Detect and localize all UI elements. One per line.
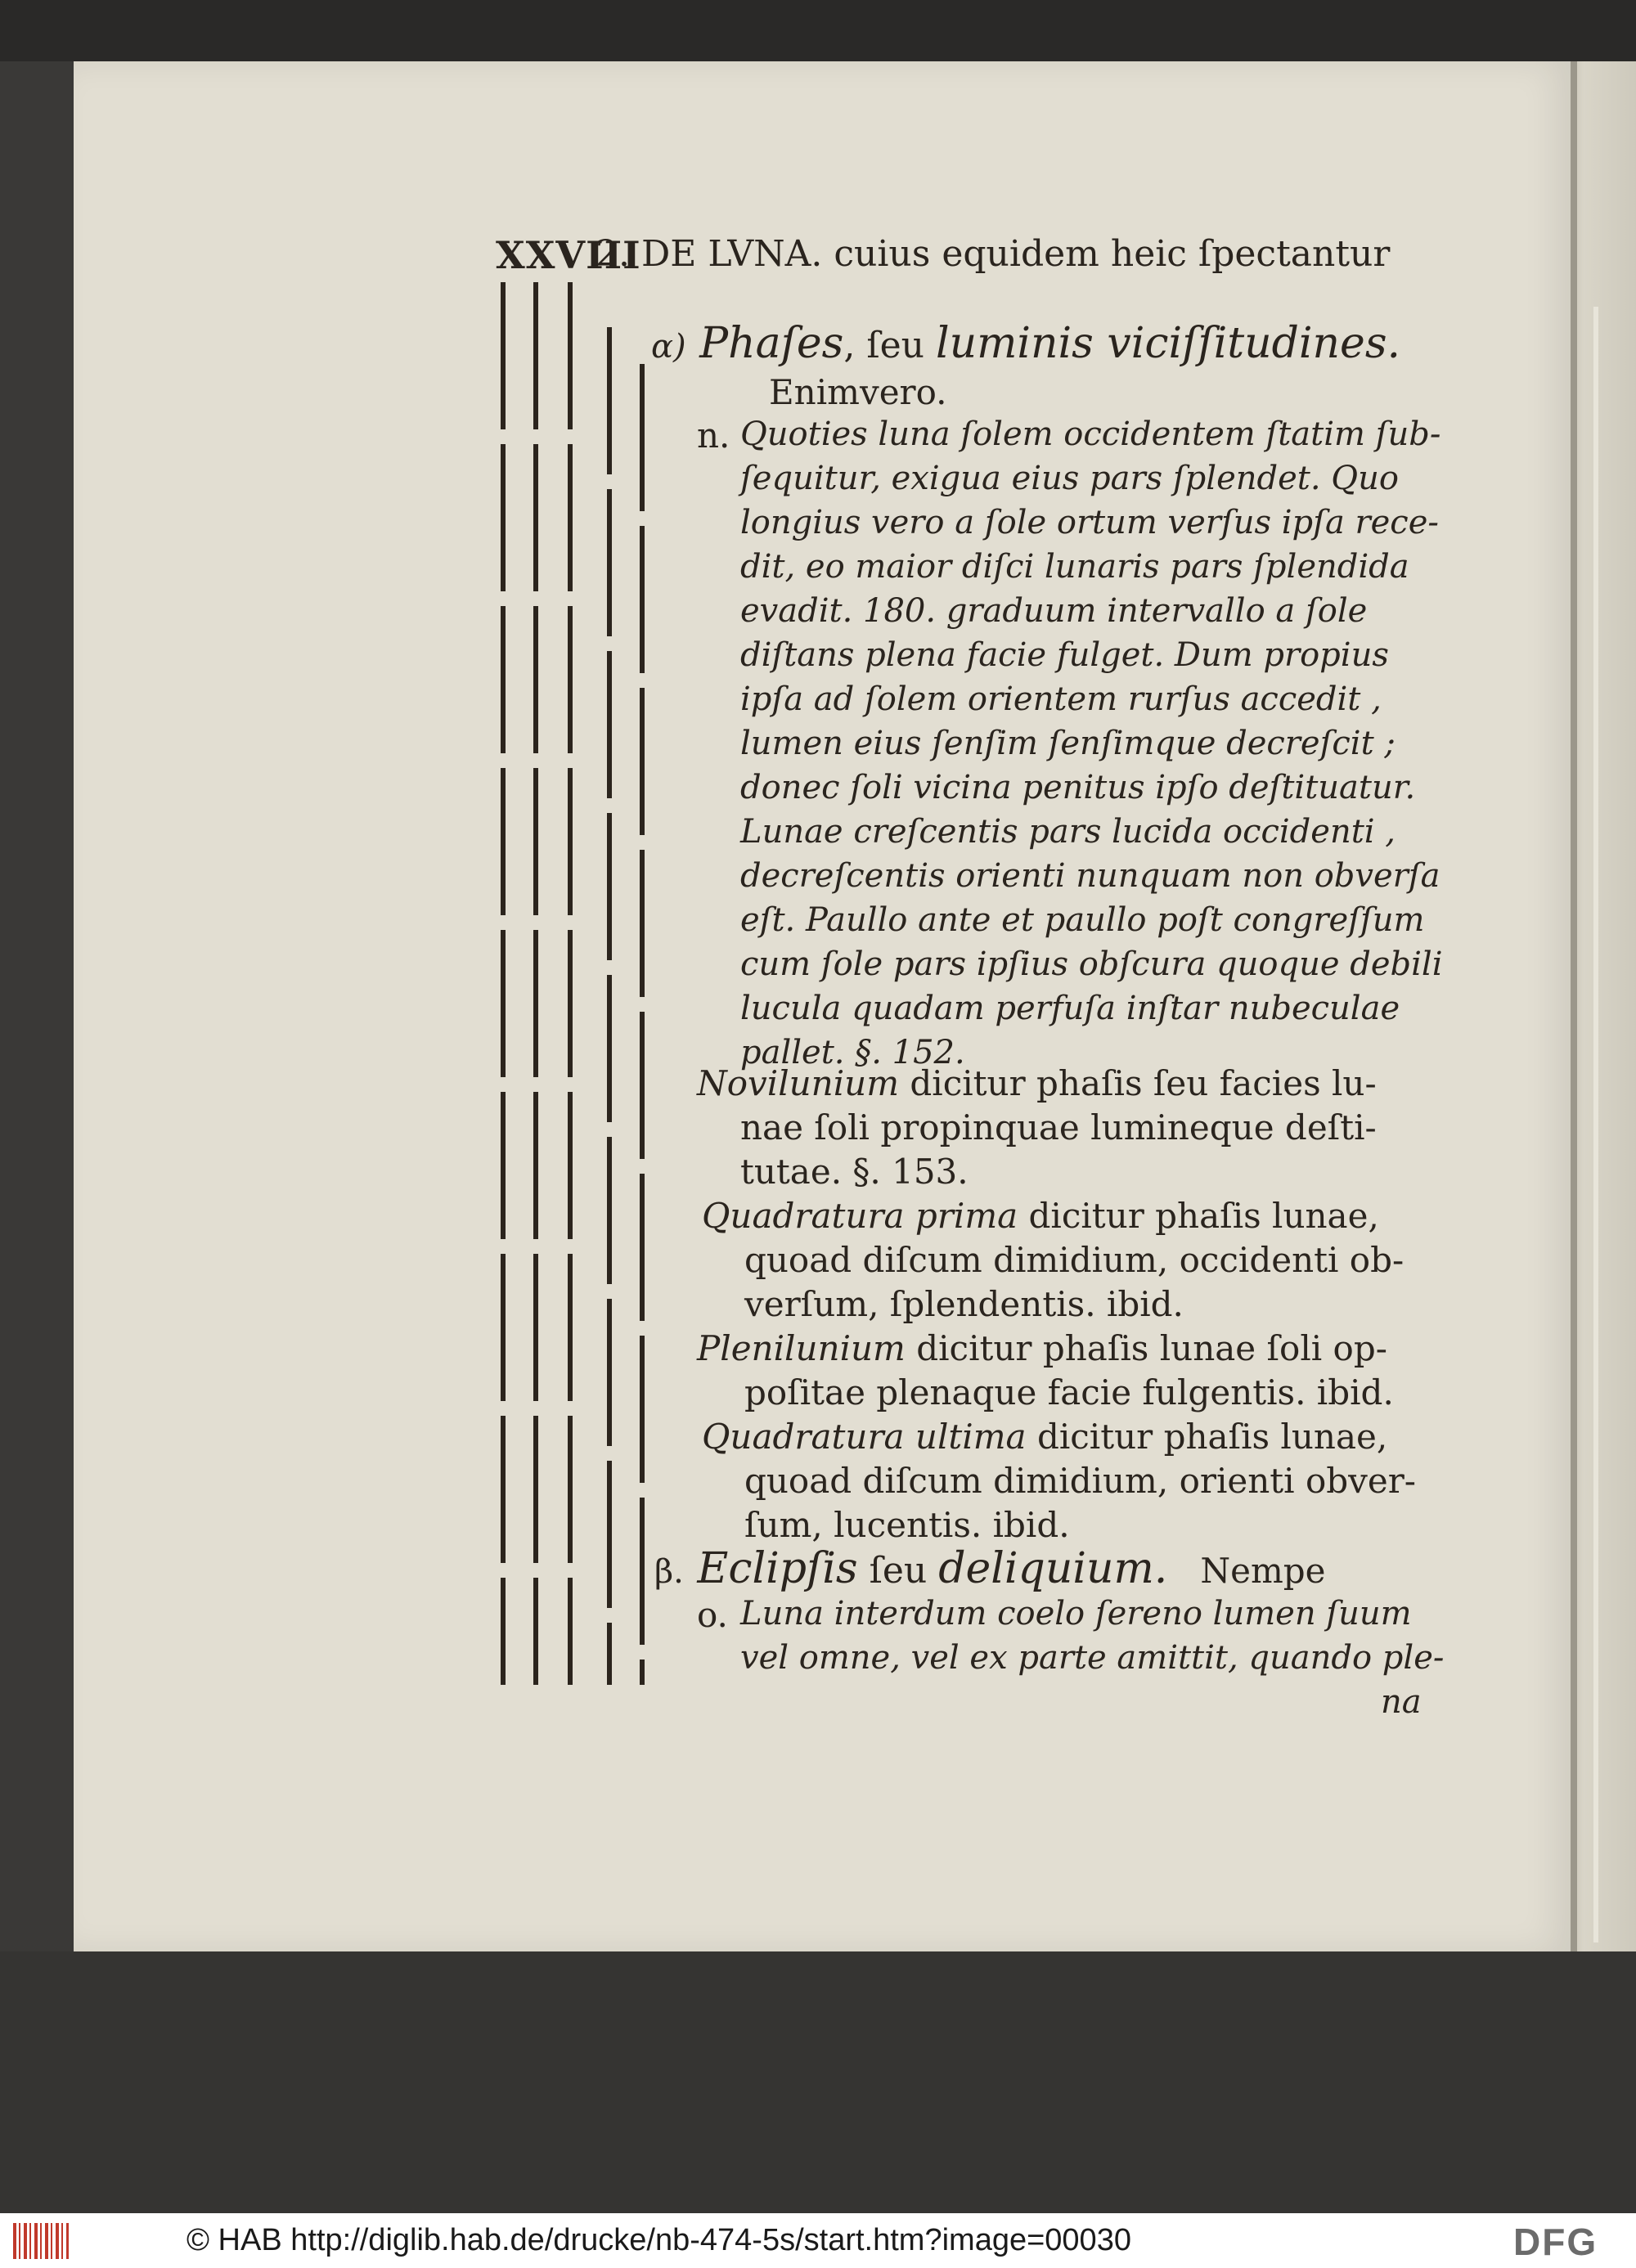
dfg-logo: DFG — [1513, 2221, 1598, 2263]
margin-rule-2 — [533, 282, 538, 1685]
paragraph-n-line: lucula quadam perfuſa inſtar nubeculae — [740, 990, 1400, 1027]
eclipsis-heading — [654, 1544, 1326, 1593]
eclipsis-subtitle: deliquium. — [938, 1544, 1168, 1593]
definition-term: Plenilunium — [697, 1328, 906, 1368]
phases-sep: , ſeu — [843, 325, 936, 366]
barcode-icon — [13, 2223, 69, 2259]
paragraph-n-line: donec ſoli vicina penitus ipſo deſtituatur. — [740, 769, 1416, 806]
eclipsis-sep: ſeu — [857, 1550, 939, 1592]
phases-intro: Enimvero. — [769, 372, 947, 412]
paragraph-n-line: lumen eius ſenſim ſenſimque decreſcit ; — [740, 725, 1396, 762]
definition-novilunium — [697, 1063, 1377, 1103]
definition-line: quoad diſcum dimidium, orienti obver- — [744, 1461, 1416, 1501]
page-number: XXVIII — [496, 233, 641, 277]
definition-quadratura-ultima — [702, 1417, 1387, 1457]
scan-background-top — [0, 0, 1636, 61]
catchword: na — [1381, 1683, 1422, 1721]
margin-rule-3 — [568, 282, 573, 1685]
binding-thread — [1593, 307, 1598, 1942]
definition-quadratura-prima — [702, 1196, 1379, 1236]
scan-background-left — [0, 61, 74, 2212]
paragraph-n-line: eſt. Paullo ante et paullo poſt congreſſum — [740, 901, 1425, 939]
paragraph-n-line: decreſcentis orienti nunquam non obverſa — [740, 857, 1440, 895]
definition-line: ſum, lucentis. ibid. — [744, 1505, 1070, 1545]
paragraph-n-line: evadit. 180. graduum intervallo a ſole — [740, 592, 1368, 630]
phases-title: Phaſes — [699, 319, 844, 368]
definition-line: poſitae plenaque facie fulgentis. ibid. — [744, 1372, 1394, 1412]
definition-text: dicitur phaſis lunae, — [1018, 1196, 1379, 1236]
definition-line: tutae. §. 153. — [740, 1152, 969, 1192]
facing-page-edge — [1571, 61, 1636, 1951]
definition-line: nae ſoli propinquae lumineque deſti- — [740, 1107, 1377, 1147]
definition-text: dicitur phaſis ſeu facies lu- — [899, 1063, 1377, 1103]
paragraph-n-line: ſequitur, exigua eius pars ſplendet. Quo — [740, 460, 1399, 497]
definition-term: Novilunium — [697, 1063, 900, 1103]
paragraph-n-line: cum ſole pars ipſius obſcura quoque debili — [740, 945, 1443, 983]
paragraph-n-line: ipſa ad ſolem orientem rurſus accedit , — [740, 680, 1382, 718]
definition-term: Quadratura prima — [702, 1196, 1018, 1236]
paragraph-o-marker: o. — [697, 1595, 728, 1635]
margin-rule-5 — [640, 364, 645, 1685]
paragraph-n-line: pallet. §. 152. — [740, 1034, 965, 1071]
paragraph-n-line: Quoties luna ſolem occidentem ſtatim ſub- — [740, 415, 1441, 453]
definition-text: dicitur phaſis lunae, — [1026, 1417, 1388, 1457]
definition-plenilunium — [697, 1328, 1387, 1368]
scan-background-bottom — [0, 1951, 1636, 2213]
phases-heading — [651, 319, 1400, 368]
paragraph-n-marker: n. — [697, 415, 730, 456]
margin-rule-1 — [501, 282, 506, 1685]
phases-marker: α) — [651, 328, 686, 366]
paragraph-o-line: vel omne, vel ex parte amittit, quando ple- — [740, 1639, 1445, 1677]
paragraph-n-line: diſtans plena facie fulget. Dum propius — [740, 636, 1389, 674]
paragraph-n-line: Lunae creſcentis pars lucida occidenti , — [740, 813, 1396, 851]
eclipsis-title: Eclipſis — [697, 1544, 858, 1593]
viewer-footer — [0, 2213, 1636, 2268]
margin-rule-4 — [607, 327, 612, 1685]
copyright-link[interactable]: © HAB http://diglib.hab.de/drucke/nb-474-5s/start.htm?image=00030 — [187, 2223, 1131, 2257]
paragraph-n-line: longius vero a ſole ortum verſus ipſa rece- — [740, 504, 1439, 541]
definition-term: Quadratura ultima — [702, 1417, 1027, 1457]
definition-line: verſum, ſplendentis. ibid. — [744, 1284, 1184, 1324]
definition-text: dicitur phaſis lunae ſoli op- — [905, 1328, 1387, 1368]
paragraph-n-line: dit, eo maior diſci lunaris pars ſplendida — [740, 548, 1409, 586]
page-fold — [1571, 61, 1577, 1951]
section-heading: 2. DE LVNA. cuius equidem heic ſpectantur — [596, 233, 1391, 275]
eclipsis-marker: β. — [654, 1553, 684, 1591]
phases-subtitle: luminis viciſſitudines. — [935, 319, 1401, 368]
paragraph-o-line: Luna interdum coelo ſereno lumen ſuum — [740, 1595, 1412, 1633]
definition-line: quoad diſcum dimidium, occidenti ob- — [744, 1240, 1405, 1280]
eclipsis-continuation: Nempe — [1167, 1551, 1326, 1591]
